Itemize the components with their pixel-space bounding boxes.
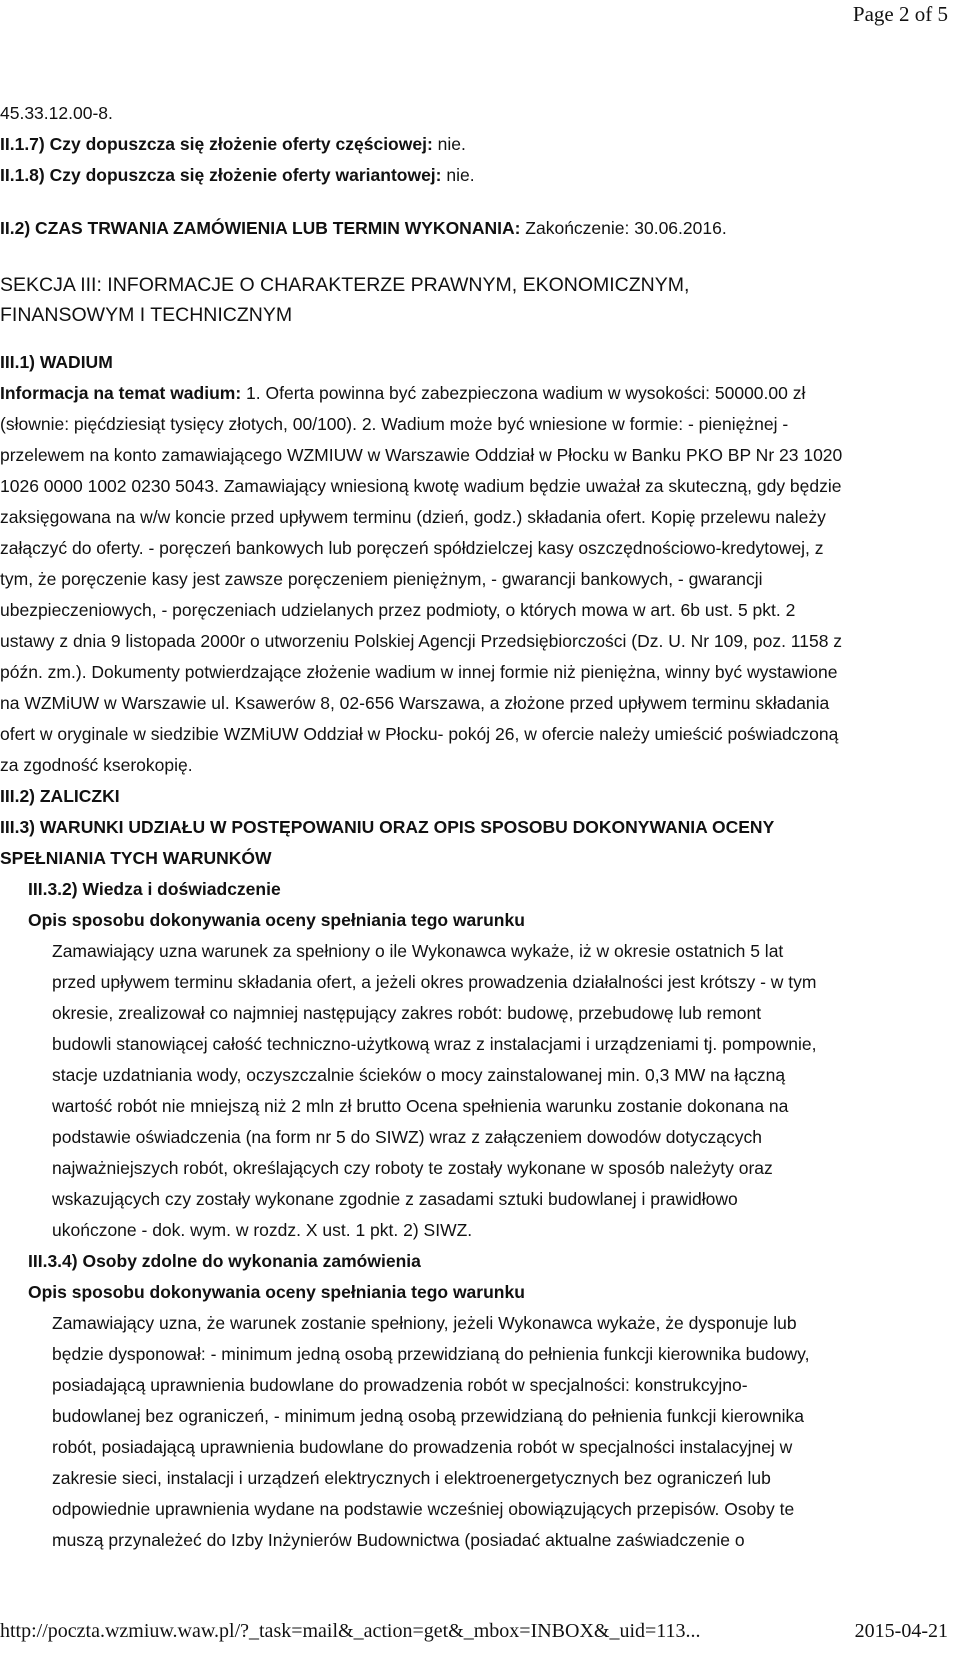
osoby-heading: III.3.4) Osoby zdolne do wykonania zamówienia — [28, 1251, 421, 1271]
wiedza-line: wartość robót nie mniejszą niż 2 mln zł brutto Ocena spełnienia warunku zostanie dokonana na — [52, 1096, 789, 1116]
osoby-line: odpowiednie uprawnienia wydane na podstawie wcześniej obowiązujących przepisów. Osoby te — [52, 1499, 795, 1519]
osoby-line: posiadającą uprawnienia budowlane do prowadzenia robót w specjalności: konstrukcyjno- — [52, 1375, 748, 1395]
warunki-heading: III.3) WARUNKI UDZIAŁU W POSTĘPOWANIU ORAZ OPIS SPOSOBU DOKONYWANIA OCENY — [0, 817, 775, 837]
osoby-line: będzie dysponował: - minimum jedną osobą przewidzianą do pełnienia funkcji kierownika budowy, — [52, 1344, 810, 1364]
wiedza-line: ukończone - dok. wym. w rozdz. X ust. 1 pkt. 2) SIWZ. — [52, 1220, 473, 1240]
wadium-line: za zgodność kserokopię. — [0, 755, 193, 775]
wadium-line: późn. zm.). Dokumenty potwierdzające złożenie wadium w innej formie niż pieniężna, winny być wystawione — [0, 662, 838, 682]
variant-offer-value: nie. — [441, 165, 475, 185]
osoby-subheading: Opis sposobu dokonywania oceny spełniania tego warunku — [28, 1282, 525, 1302]
wadium-line: (słownie: pięćdziesiąt tysięcy złotych, 00/100). 2. Wadium może być wniesione w formie: - pieniężnej - — [0, 414, 789, 434]
partial-offer-row — [0, 129, 466, 160]
wadium-line: 1026 0000 1002 0230 5043. Zamawiający wniesioną kwotę wadium będzie uważał za skuteczną, gdy będzie — [0, 476, 842, 496]
footer-date: 2015-04-21 — [854, 1620, 948, 1642]
wiedza-line: Zamawiający uzna warunek za spełniony o ile Wykonawca wykaże, iż w okresie ostatnich 5 lat — [52, 941, 784, 961]
wiedza-line: podstawie oświadczenia (na form nr 5 do SIWZ) wraz z załączeniem dowodów dotyczących — [52, 1127, 763, 1147]
section-title-line: FINANSOWYM I TECHNICZNYM — [0, 304, 293, 326]
wadium-line: tym, że poręczenie kasy jest zawsze poręczeniem pieniężnym, - gwarancji bankowych, - gwarancji — [0, 569, 763, 589]
wiedza-line: przed upływem terminu składania ofert, a jeżeli okres prowadzenia działalności jest krótszy - w tym — [52, 972, 817, 992]
wiedza-line: budowli stanowiącej całość techniczno-użytkową wraz z instalacjami i urządzeniami tj. pompownie, — [52, 1034, 817, 1054]
wadium-line: ubezpieczeniowych, - poręczeniach udzielanych przez podmioty, o których mowa w art. 6b ust. 5 pkt. 2 — [0, 600, 796, 620]
wadium-line: na WZMiUW w Warszawie ul. Ksawerów 8, 02-656 Warszawa, a złożone przed upływem terminu składania — [0, 693, 830, 713]
wadium-line: przelewem na konto zamawiającego WZMIUW w Warszawie Oddział w Płocku w Banku PKO BP Nr 23 1020 — [0, 445, 843, 465]
wiedza-line: stacje uzdatniania wody, oczyszczalnie ścieków o mocy zainstalowanej min. 0,3 MW na łączną — [52, 1065, 786, 1085]
page-number: Page 2 of 5 — [852, 2, 948, 26]
wadium-line-text: 1. Oferta powinna być zabezpieczona wadium w wysokości: 50000.00 zł — [241, 383, 806, 403]
wiedza-subheading: Opis sposobu dokonywania oceny spełniania tego warunku — [28, 910, 525, 930]
wadium-info-label: Informacja na temat wadium: — [0, 383, 242, 403]
duration-value: Zakończenie: 30.06.2016. — [520, 218, 727, 238]
cpv-code: 45.33.12.00-8. — [0, 103, 113, 123]
variant-offer-label: II.1.8) Czy dopuszcza się złożenie oferty wariantowej: — [0, 165, 442, 185]
wiedza-line: najważniejszych robót, określających czy roboty te zostały wykonane w sposób należyty oraz — [52, 1158, 773, 1178]
wadium-line: ofert w oryginale w siedzibie WZMiUW Oddział w Płocku- pokój 26, w ofercie należy umieścić poświadczoną — [0, 724, 839, 744]
zaliczki-heading: III.2) ZALICZKI — [0, 786, 120, 806]
wadium-heading: III.1) WADIUM — [0, 352, 113, 372]
partial-offer-value: nie. — [432, 134, 466, 154]
duration-label: II.2) CZAS TRWANIA ZAMÓWIENIA LUB TERMIN WYKONANIA: — [0, 218, 521, 238]
osoby-line: budowlanej bez ograniczeń, - minimum jedną osobą przewidzianą do pełnienia funkcji kierownika — [52, 1406, 804, 1426]
wadium-line — [0, 378, 805, 409]
wiedza-line: wskazujących czy zostały wykonane zgodnie z zasadami sztuki budowlanej i prawidłowo — [52, 1189, 738, 1209]
wadium-line: zaksięgowana na w/w koncie przed upływem terminu (dzień, godz.) składania ofert. Kopię przelewu należy — [0, 507, 826, 527]
osoby-line: muszą przynależeć do Izby Inżynierów Budownictwa (posiadać aktualne zaświadczenie o — [52, 1530, 745, 1550]
osoby-line: robót, posiadającą uprawnienia budowlane do prowadzenia robót w specjalności instalacyjnej w — [52, 1437, 793, 1457]
wiedza-line: okresie, zrealizował co najmniej następujący zakres robót: budowę, przebudowę lub remont — [52, 1003, 762, 1023]
duration-row — [0, 213, 727, 244]
osoby-line: zakresie sieci, instalacji i urządzeń elektrycznych i elektroenergetycznych bez ograniczeń lub — [52, 1468, 771, 1488]
wiedza-heading: III.3.2) Wiedza i doświadczenie — [28, 879, 281, 899]
wadium-line: załączyć do oferty. - poręczeń bankowych lub poręczeń spółdzielczej kasy oszczędnościowo-kredytowej, z — [0, 538, 824, 558]
variant-offer-row — [0, 160, 475, 191]
partial-offer-label: II.1.7) Czy dopuszcza się złożenie oferty częściowej: — [0, 134, 433, 154]
osoby-line: Zamawiający uzna, że warunek zostanie spełniony, jeżeli Wykonawca wykaże, że dysponuje lub — [52, 1313, 797, 1333]
section-title-line: SEKCJA III: INFORMACJE O CHARAKTERZE PRAWNYM, EKONOMICZNYM, — [0, 274, 690, 296]
footer-url[interactable]: http://poczta.wzmiuw.waw.pl/?_task=mail&_action=get&_mbox=INBOX&_uid=113... — [0, 1620, 701, 1642]
wadium-line: ustawy z dnia 9 listopada 2000r o utworzeniu Polskiej Agencji Przedsiębiorczości (Dz. U. Nr 109, poz. 1158 z — [0, 631, 843, 651]
warunki-heading: SPEŁNIANIA TYCH WARUNKÓW — [0, 848, 272, 868]
